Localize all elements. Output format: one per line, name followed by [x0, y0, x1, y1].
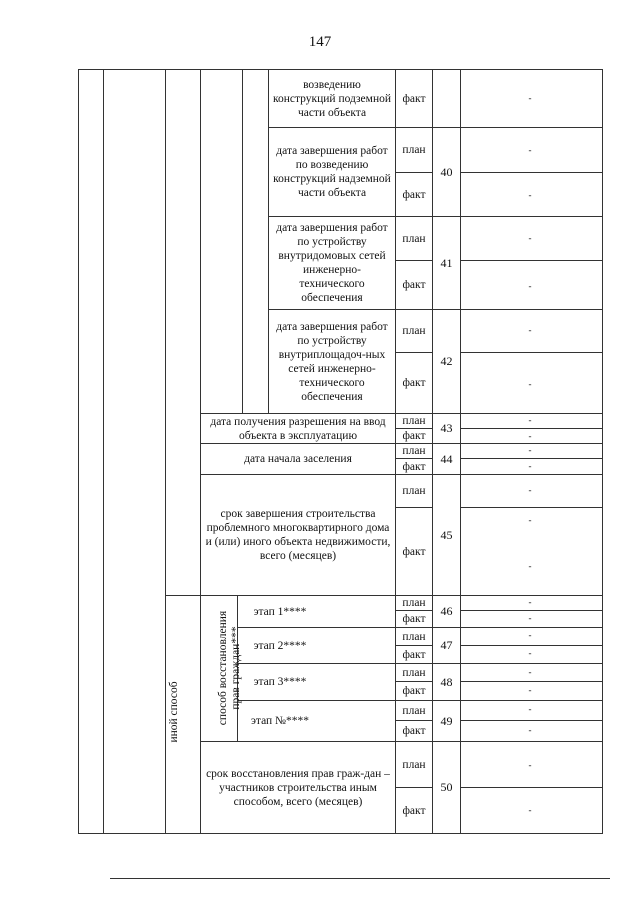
- plan-label: план: [402, 666, 426, 679]
- empty-value-dash: -: [528, 415, 532, 425]
- row-50-text: срок восстановления прав граж-дан – участников строительства иным способом, всего (месяцев): [206, 767, 390, 808]
- row-45-text: срок завершения строительства проблемного многоквартирного дома и (или) иного объекта недвижимости, всего (месяцев): [205, 508, 391, 562]
- plan-label: план: [402, 704, 426, 717]
- empty-value-dash: -: [528, 485, 532, 495]
- row-39-text: возведению конструкций подземной части объекта: [273, 78, 391, 119]
- fact-label: факт: [402, 92, 426, 105]
- restore-method-label-2: прав граждан***: [230, 626, 242, 710]
- other-method-label: иной способ: [168, 681, 180, 743]
- fact-label: факт: [402, 648, 426, 661]
- empty-value-dash: -: [528, 515, 532, 525]
- row-46-text: этап 1****: [253, 605, 307, 618]
- plan-label: план: [402, 630, 426, 643]
- row-number: 43: [440, 421, 453, 435]
- row-number: 47: [440, 638, 453, 652]
- empty-value-dash: -: [528, 233, 532, 243]
- row-number: 45: [440, 527, 453, 542]
- row-47-text: этап 2****: [253, 639, 307, 652]
- empty-value-dash: -: [528, 93, 532, 103]
- empty-value-dash: -: [528, 630, 532, 640]
- empty-value-dash: -: [528, 445, 532, 455]
- plan-label: план: [402, 597, 426, 609]
- fact-label: факт: [402, 188, 426, 201]
- empty-value-dash: -: [528, 648, 532, 658]
- plan-label: план: [402, 144, 426, 156]
- row-number: 42: [440, 354, 453, 368]
- empty-value-dash: -: [528, 379, 532, 389]
- empty-value-dash: -: [528, 805, 532, 815]
- row-number: 49: [440, 713, 453, 728]
- empty-value-dash: -: [528, 725, 532, 735]
- plan-label: план: [402, 232, 426, 245]
- page-number: 147: [308, 34, 332, 50]
- empty-value-dash: -: [528, 613, 532, 623]
- fact-label: факт: [402, 685, 426, 697]
- plan-label: план: [402, 485, 426, 497]
- row-number: 41: [440, 255, 453, 270]
- empty-value-dash: -: [528, 685, 532, 695]
- plan-label: план: [402, 325, 426, 337]
- empty-value-dash: -: [528, 597, 532, 607]
- empty-value-dash: -: [528, 704, 532, 714]
- fact-label: факт: [402, 804, 426, 817]
- row-41-text: дата завершения работ по устройству внутридомовых сетей инженерно-технического обеспечения: [276, 222, 388, 304]
- fact-label: факт: [402, 377, 426, 389]
- row-40-text: дата завершения работ по возведению конструкций надземной части объекта: [273, 145, 391, 199]
- empty-value-dash: -: [528, 561, 532, 571]
- row-number: 48: [440, 674, 453, 689]
- fact-label: факт: [402, 545, 426, 558]
- fact-label: факт: [402, 279, 426, 291]
- plan-label: план: [402, 415, 426, 427]
- empty-value-dash: -: [528, 281, 532, 291]
- empty-value-dash: -: [528, 431, 532, 441]
- row-44-text: дата начала заселения: [244, 453, 352, 465]
- row-number: 46: [440, 604, 453, 618]
- row-42-text: дата завершения работ по устройству внутриплощадоч-ных сетей инженерно-технического обеспечения: [276, 320, 388, 403]
- empty-value-dash: -: [528, 461, 532, 471]
- row-43-text: дата получения разрешения на ввод объекта в эксплуатацию: [210, 415, 386, 442]
- row-number: 44: [440, 451, 453, 466]
- empty-value-dash: -: [528, 190, 532, 200]
- fact-label: факт: [402, 430, 426, 442]
- row-number: 50: [440, 780, 453, 794]
- footer-rule: [110, 878, 610, 879]
- empty-value-dash: -: [528, 325, 532, 335]
- restore-method-label-1: способ восстановления: [217, 610, 229, 726]
- empty-value-dash: -: [528, 760, 532, 770]
- fact-label: факт: [402, 725, 426, 737]
- empty-value-dash: -: [528, 145, 532, 155]
- plan-label: план: [402, 758, 426, 771]
- row-number: 40: [440, 164, 453, 179]
- fact-label: факт: [402, 613, 426, 625]
- plan-label: план: [402, 445, 426, 457]
- row-49-text: этап №****: [250, 715, 310, 727]
- fact-label: факт: [402, 460, 426, 473]
- empty-value-dash: -: [528, 667, 532, 677]
- row-48-text: этап 3****: [253, 676, 307, 688]
